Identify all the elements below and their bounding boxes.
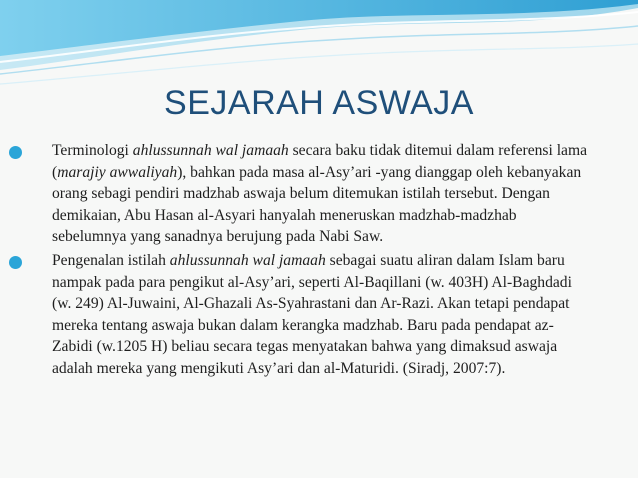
bullet-text-segment: sebagai suatu aliran dalam Islam baru nampak pada para pengikut al-Asy’ari, seperti Al-Baqillani (w. 403H) Al-Baghdadi (w. 249) Al-Juwaini, Al-Ghazali As-Syahrastani dan Ar-Razi. Akan tetapi pendapat mereka tentang aswaja bukan dalam kerangka madzhab. Baru pada pendapat az-Zabidi (w.1205 H) beliau secara tegas menyatakan bahwa yang dimaksud aswaja adalah mereka yang mengikuti Asy’ari dan al-Maturidi. (Siradj, 2007:7). — [52, 251, 572, 377]
slide-body — [8, 140, 592, 382]
bullet-item — [8, 250, 592, 380]
bullet-text-segment-italic: ahlussunnah wal jamaah — [132, 142, 289, 159]
bullet-text-segment: Pengenalan istilah — [52, 251, 170, 269]
bullet-text-segment: secara baku tidak ditemui dalam referensi lama ( — [52, 142, 588, 181]
bullet-item — [8, 140, 592, 248]
bullet-dot-icon — [9, 256, 22, 269]
bullet-dot-icon — [9, 146, 22, 159]
bullet-text-segment: ), bahkan pada masa al-Asy’ari -yang dianggap oleh kebanyakan orang sebagi pendiri madzhab aswaja belum ditemukan istilah tersebut. Dengan demikaian, Abu Hasan al-Asyari hanyalah meneruskan madzhab-madzhab sebelumnya yang sanadnya berujung pada Nabi Saw. — [52, 163, 582, 246]
bullet-text-segment-italic: marajiy awwaliyah — [57, 163, 178, 181]
bullet-text-segment-italic: ahlussunnah wal jamaah — [169, 251, 326, 269]
slide-title: SEJARAH ASWAJA — [164, 84, 474, 122]
bullet-text-segment: Terminologi — [52, 142, 133, 159]
header-wave-decoration — [0, 0, 638, 90]
